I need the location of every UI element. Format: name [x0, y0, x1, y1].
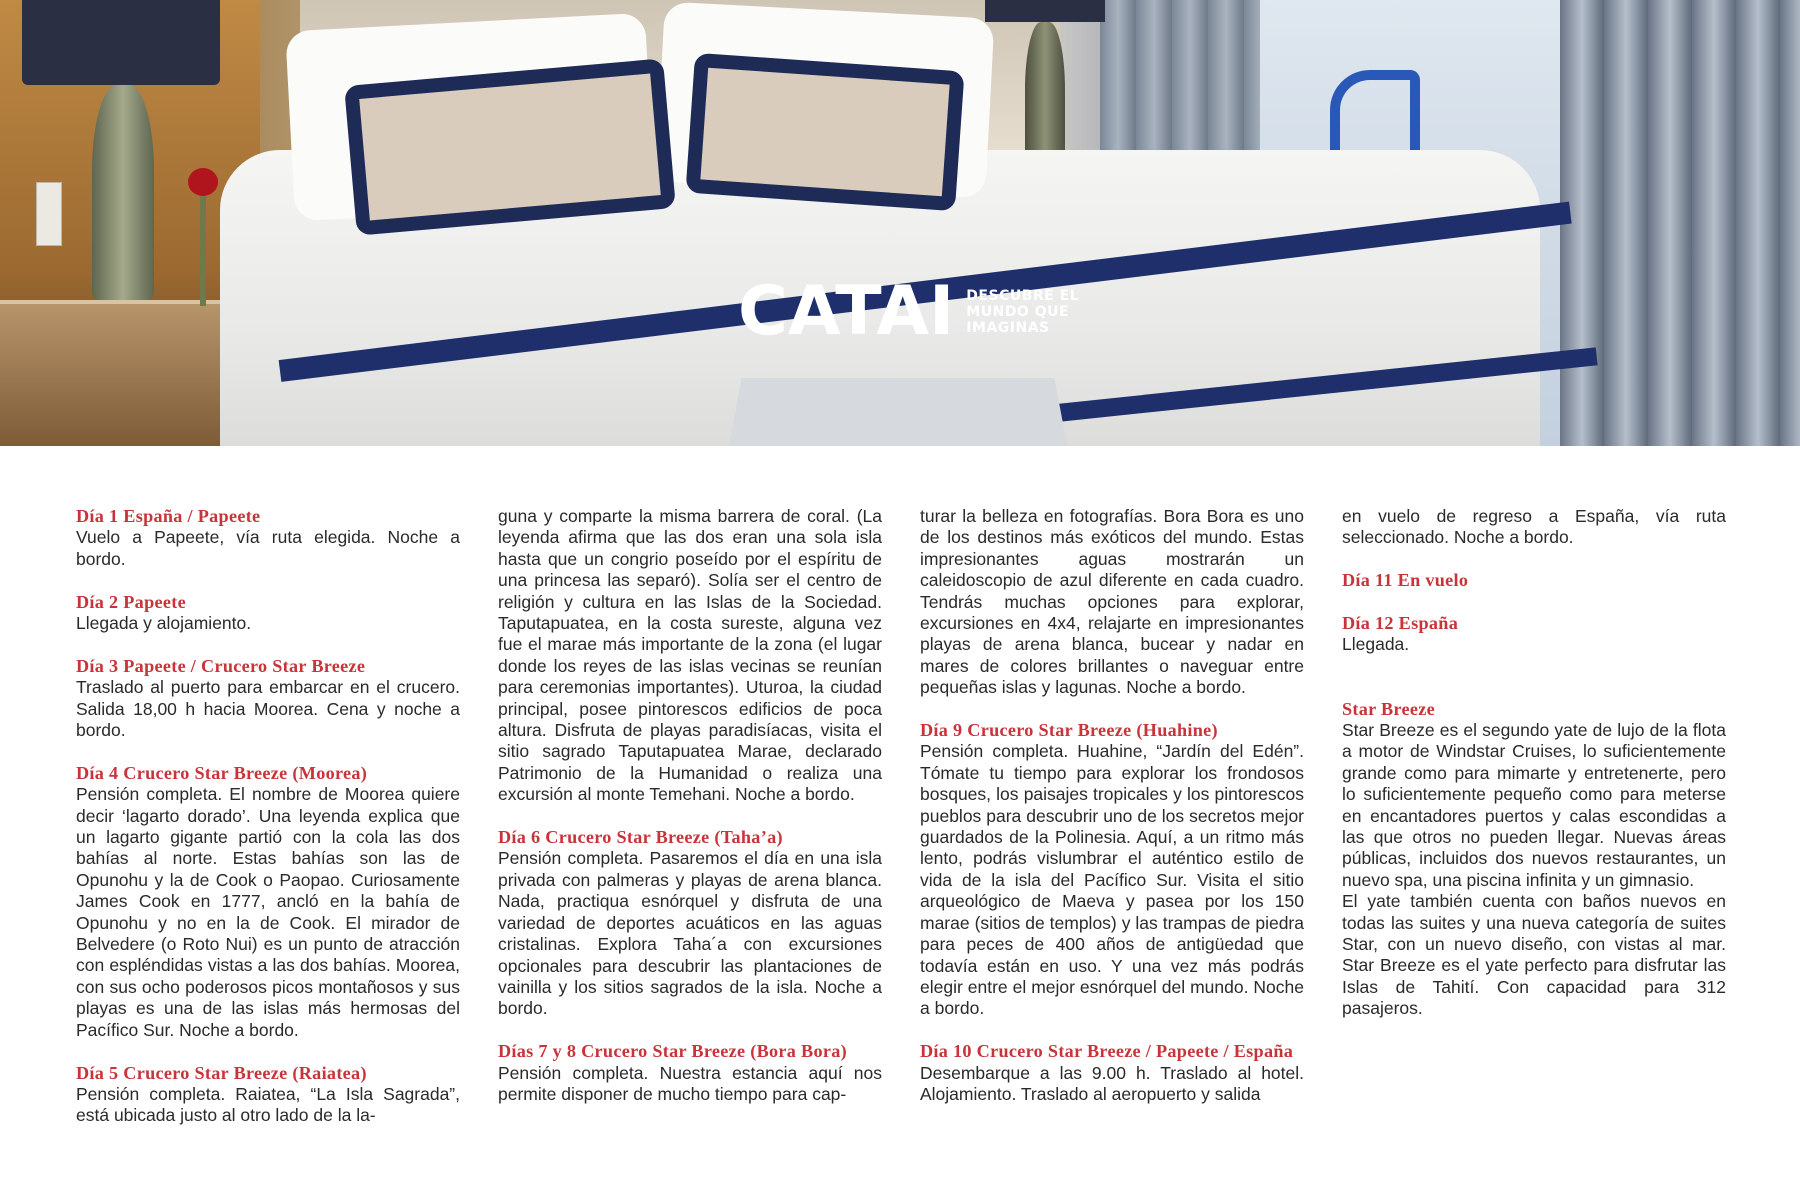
day-title: Día 1 España / Papeete [76, 506, 261, 526]
ship-text: Star Breeze es el segundo yate de lujo de la flota a motor de Windstar Cruises, lo suficientemente grande como para mimarte y entretenerte, pero lo suficientemente pequeño como para meterse en encantadores puertos y calas escondidas a las que otros no pueden llegar. Nuevas áreas públicas, incluidos dos nuevos restaurantes, un nuevo spa, una piscina infinita y un gimnasio. [1342, 720, 1726, 890]
day-text: Vuelo a Papeete, vía ruta elegida. Noche a bordo. [76, 527, 460, 569]
day-text: Pensión completa. Raiatea, “La Isla Sagrada”, está ubicada justo al otro lado de la la- [76, 1083, 460, 1126]
day-title: Día 12 España [1342, 613, 1459, 633]
itinerary-text [0, 506, 1800, 1146]
brand-name: CATAI [738, 272, 955, 351]
day-block [76, 506, 460, 570]
page-tab [728, 378, 1068, 446]
day-block [498, 1041, 882, 1105]
day-title: Día 6 Crucero Star Breeze (Taha’a) [498, 827, 783, 848]
brand-tagline [966, 288, 1079, 336]
day-block [76, 592, 460, 635]
day-text: Llegada y alojamiento. [76, 613, 252, 634]
day-title: Día 10 Crucero Star Breeze / Papeete / España [920, 1041, 1294, 1062]
day-title: Días 7 y 8 Crucero Star Breeze (Bora Bora) [498, 1041, 847, 1062]
day-text: turar la belleza en fotografías. Bora Bora es uno de los destinos más exóticos del mundo. Estas impresionantes aguas mostrarán un caleidoscopio de azul diferente en cada cuadro. Tendrás muchas opciones para explorar, excursiones en 4x4, relajarte en impresionantes playas de arena blanca, bucear y nadar en mares de colores brillantes o naveguar entre pequeñas islas y lagunas. Noche a bordo. [920, 506, 1304, 698]
day-block [920, 1041, 1304, 1105]
day-title: Día 3 Papeete / Crucero Star Breeze [76, 655, 366, 676]
lamp-base-left [92, 85, 154, 300]
day-text: guna y comparte la misma barrera de coral. (La leyenda afirma que las dos eran una sola isla hasta que un congrio poseído por el espíritu de una princesa las separó). Solía ser el centro de religión y cultura en las Islas de la Sociedad. Taputapuatea, en la costa sureste, alguna vez fue el marae más importante de la zona (el lugar donde los reyes de las islas vecinas se reunían para ceremonias importantes). Uturoa, la ciudad principal, posee pintorescos edificios de poca altura. Disfruta de playas paradisíacas, visita el sitio sagrado Taputapuatea Marae, declarado Patrimonio de la Humanidad o realiza una excursión al monte Temehani. Noche a bordo. [498, 506, 882, 805]
day-text: en vuelo de regreso a España, vía ruta seleccionado. Noche a bordo. [1342, 506, 1726, 548]
tagline-line: MUNDO QUE [966, 304, 1070, 320]
light-switch [36, 182, 62, 246]
day-text: Pensión completa. El nombre de Moorea quiere decir ‘lagarto dorado’. Una leyenda explica que un lagarto gigante partió con la cola las dos bahías al norte. Estas bahías son las de Opunohu y la de Cook o Paopao. Curiosamente James Cook en 1777, ancló en la bahía de Opunohu y no en la de Cook. El mirador de Belvedere (o Roto Nui) es un punto de atracción con espléndidas vistas a las dos bahías. Moorea, con sus ocho poderosos picos montañosos y sus playas es una de las islas más hermosas del Pacífico Sur. Noche a bordo. [76, 784, 460, 1040]
hero-photo [0, 0, 1800, 446]
rose-stem [200, 196, 206, 306]
day-block [920, 720, 1304, 1020]
day-title: Día 9 Crucero Star Breeze (Huahine) [920, 720, 1218, 741]
day-text: Traslado al puerto para embarcar en el crucero. Salida 18,00 h hacia Moorea. Cena y noche a bordo. [76, 677, 460, 741]
day-block [1342, 613, 1726, 656]
nightstand [0, 300, 250, 446]
day-block [498, 506, 882, 806]
spacer [1342, 677, 1726, 698]
curtain-right [1560, 0, 1800, 446]
rose-icon [188, 168, 218, 196]
day-text: Pensión completa. Nuestra estancia aquí nos permite disponer de mucho tiempo para cap- [498, 1062, 882, 1104]
day-title: Día 4 Crucero Star Breeze (Moorea) [76, 762, 368, 783]
day-block [1342, 570, 1726, 591]
pillow-left [344, 58, 676, 235]
ship-block [1342, 699, 1726, 1020]
day-block [498, 827, 882, 1020]
tagline-line: DESCUBRE EL [966, 288, 1080, 304]
tagline-line: IMAGINAS [966, 320, 1050, 336]
day-title: Día 5 Crucero Star Breeze (Raiatea) [76, 1062, 367, 1083]
lamp-shade-right [985, 0, 1105, 22]
column-4 [1342, 506, 1726, 1020]
day-block [76, 763, 460, 1041]
column-2 [498, 506, 882, 1127]
day-block [1342, 506, 1726, 549]
ship-text: El yate también cuenta con baños nuevos en todas las suites y una nueva categoría de suites Star, con un nuevo diseño, con vistas al mar. Star Breeze es el yate perfecto para disfrutar las Islas de Tahití. Con capacidad para 312 pasajeros. [1342, 891, 1726, 1019]
day-text: Pensión completa. Huahine, “Jardín del Edén”. Tómate tu tiempo para explorar los frondosos bosques, los paisajes tropicales y los pintorescos pueblos para descubrir uno de los secretos mejor guardados de la Polinesia. Aquí, a un ritmo más lento, podrás vislumbrar el auténtico estilo de vida de la isla del Pacífico Sur. Visita el sitio arqueológico de Maeva y pasea por los 150 marae (sitios de templos) y las trampas de piedra para peces de 400 años de antigüedad que todavía están en uso. Y una vez más podrás elegir entre el mejor esnórquel del mundo. Noche a bordo. [920, 741, 1304, 1019]
day-text: Desembarque a las 9.00 h. Traslado al hotel. Alojamiento. Traslado al aeropuerto y salida [920, 1062, 1304, 1104]
pillow-right [685, 53, 964, 211]
day-title: Día 2 Papeete [76, 591, 186, 612]
lamp-shade-left [22, 0, 220, 85]
day-text: Pensión completa. Pasaremos el día en una isla privada con palmeras y playas de arena blanca. Nada, practiqua esnórquel y disfruta de una variedad de deportes acuáticos en las aguas cristalinas. Explora Taha´a con excursiones opcionales para descubrir las plantaciones de vainilla y los sitios sagrados de la isla. Noche a bordo. [498, 848, 882, 1019]
column-3 [920, 506, 1304, 1127]
day-block [920, 506, 1304, 699]
day-text: Llegada. [1342, 634, 1410, 655]
brand-logo [738, 272, 1080, 351]
ship-title: Star Breeze [1342, 698, 1436, 719]
day-block [76, 1063, 460, 1127]
column-1 [76, 506, 460, 1148]
day-block [76, 656, 460, 742]
day-title: Día 11 En vuelo [1342, 570, 1469, 591]
